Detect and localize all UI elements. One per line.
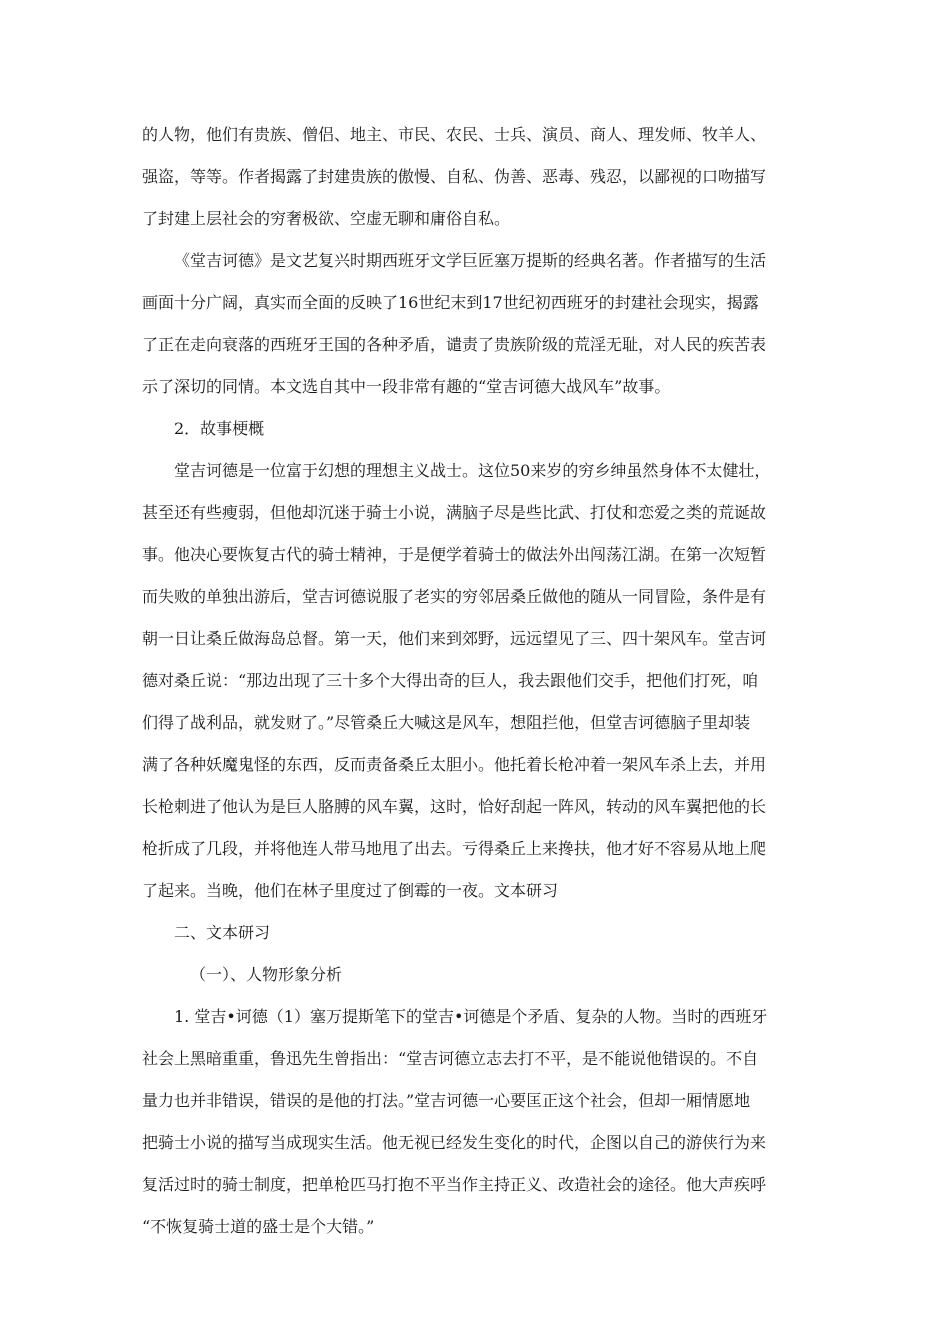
text-line: 把骑士小说的描写当成现实生活。他无视已经发生变化的时代，企图以自己的游侠行为来 xyxy=(142,1133,767,1152)
text-line: 了正在走向衰落的西班牙王国的各种矛盾，谴责了贵族阶级的荒淫无耻，对人民的疾苦表 xyxy=(142,335,767,354)
text-line: 复活过时的骑士制度，把单枪匹马打抱不平当作主持正义、改造社会的途径。他大声疾呼 xyxy=(142,1175,767,1194)
text-line: 甚至还有些瘦弱，但他却沉迷于骑士小说，满脑子尽是些比武、打仗和恋爱之类的荒诞故 xyxy=(142,503,767,522)
text-line: 社会上黑暗重重，鲁迅先生曾指出：“堂吉诃德立志去打不平，是不能说他错误的。不自 xyxy=(142,1049,759,1068)
text-line: 画面十分广阔，真实而全面的反映了16世纪末到17世纪初西班牙的封建社会现实，揭露 xyxy=(142,293,759,312)
section-heading: 2．故事梗概 xyxy=(174,419,265,438)
text-line: 枪折成了几段，并将他连人带马地甩了出去。亏得桑丘上来搀扶，他才好不容易从地上爬 xyxy=(142,839,767,858)
text-line: 长枪刺进了他认为是巨人胳膊的风车翼，这时，恰好刮起一阵风，转动的风车翼把他的长 xyxy=(142,797,767,816)
text-line: 强盗，等等。作者揭露了封建贵族的傲慢、自私、伪善、恶毒、残忍，以鄙视的口吻描写 xyxy=(142,167,767,186)
text-line: 示了深切的同情。本文选自其中一段非常有趣的“堂吉诃德大战风车”故事。 xyxy=(142,377,671,396)
text-line: 了封建上层社会的穷奢极欲、空虚无聊和庸俗自私。 xyxy=(142,209,511,228)
paragraph-start: 1. 堂吉•诃德（1）塞万提斯笔下的堂吉•诃德是个矛盾、复杂的人物。当时的西班牙 xyxy=(174,1007,768,1026)
text-line: “不恢复骑士道的盛士是个大错。” xyxy=(142,1217,375,1236)
text-line: 们得了战利品，就发财了。”尽管桑丘大喊这是风车，想阻拦他，但堂吉诃德脑子里却装 xyxy=(142,713,751,732)
subsection-heading: （一）、人物形象分析 xyxy=(190,965,343,984)
paragraph-start: 堂吉诃德是一位富于幻想的理想主义战士。这位50来岁的穷乡绅虽然身体不太健壮， xyxy=(174,461,771,480)
text-line: 德对桑丘说：“那边出现了三十多个大得出奇的巨人，我去跟他们交手，把他们打死，咱 xyxy=(142,671,759,690)
section-heading: 二、文本研习 xyxy=(174,923,271,942)
text-line: 朝一日让桑丘做海岛总督。第一天，他们来到郊野，远远望见了三、四十架风车。堂吉诃 xyxy=(142,629,767,648)
text-line: 满了各种妖魔鬼怪的东西，反而责备桑丘太胆小。他托着长枪冲着一架风车杀上去，并用 xyxy=(142,755,767,774)
text-line: 了起来。当晚，他们在林子里度过了倒霉的一夜。文本研习 xyxy=(142,881,559,900)
text-line: 而失败的单独出游后，堂吉诃德说服了老实的穷邻居桑丘做他的随从一同冒险，条件是有 xyxy=(142,587,767,606)
text-line: 量力也并非错误，错误的是他的打法。”堂吉诃德一心要匡正这个社会，但却一厢情愿地 xyxy=(142,1091,751,1110)
text-line: 事。他决心要恢复古代的骑士精神，于是便学着骑士的做法外出闯荡江湖。在第一次短暂 xyxy=(142,545,767,564)
text-line: 的人物，他们有贵族、僧侣、地主、市民、农民、士兵、演员、商人、理发师、牧羊人、 xyxy=(142,125,767,144)
paragraph-start: 《堂吉诃德》是文艺复兴时期西班牙文学巨匠塞万提斯的经典名著。作者描写的生活 xyxy=(174,251,767,270)
